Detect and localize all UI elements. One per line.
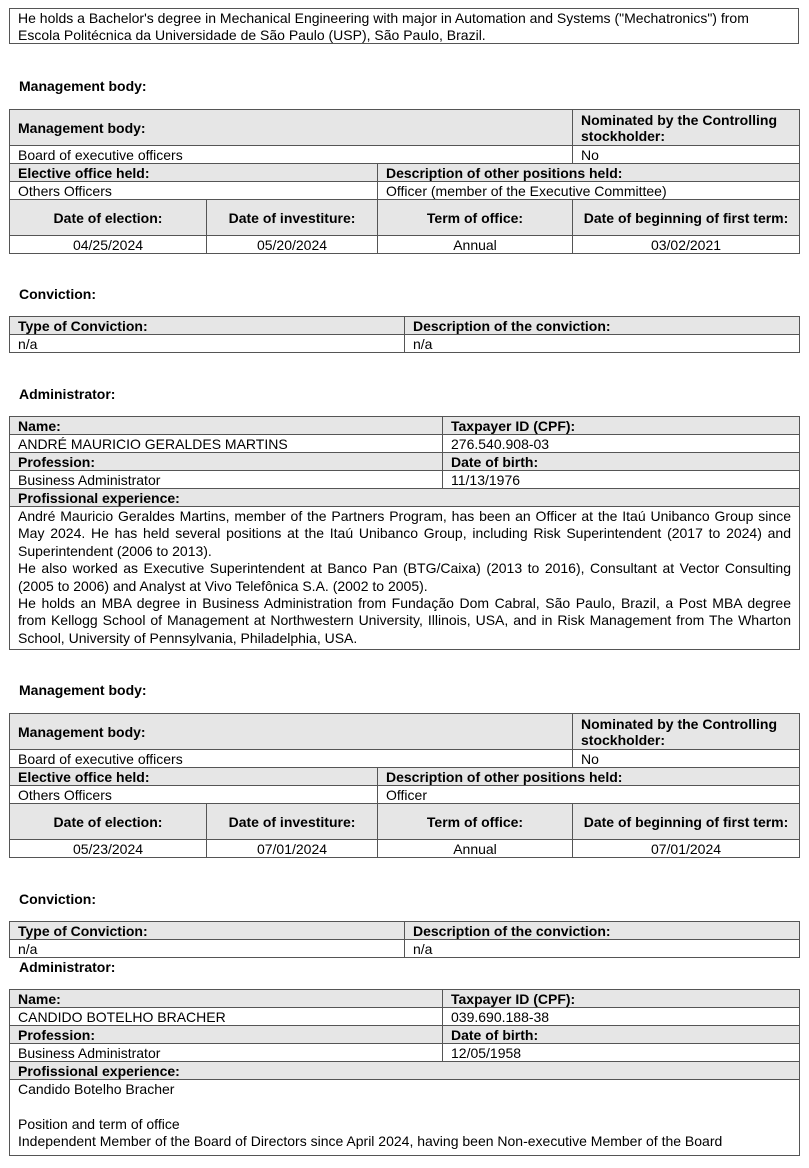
management-body-label: Management body: xyxy=(10,110,573,146)
experience-line: Position and term of office xyxy=(18,1115,180,1132)
conviction-description-label: Description of the conviction: xyxy=(405,922,800,940)
experience-line: Independent Member of the Board of Directors since April 2024, having been Non-executive Member of the Board xyxy=(18,1133,723,1150)
conviction-type-value: n/a xyxy=(10,940,405,958)
name-value: ANDRÉ MAURICIO GERALDES MARTINS xyxy=(10,435,443,453)
conviction-type-label: Type of Conviction: xyxy=(10,922,405,940)
date-first-term-value: 03/02/2021 xyxy=(573,236,800,254)
experience-cell xyxy=(10,507,800,650)
management-body-heading: Management body: xyxy=(19,78,147,94)
term-of-office-value: Annual xyxy=(378,236,573,254)
term-of-office-value: Annual xyxy=(378,840,573,858)
intro-box xyxy=(9,8,799,44)
profession-value: Business Administrator xyxy=(10,1044,443,1062)
profession-label: Profession: xyxy=(10,453,443,471)
management-body-table xyxy=(9,713,800,858)
term-of-office-label: Term of office: xyxy=(378,804,573,840)
nominated-value: No xyxy=(573,146,800,164)
elective-office-label: Elective office held: xyxy=(10,164,378,182)
conviction-table xyxy=(9,921,800,958)
date-of-birth-value: 11/13/1976 xyxy=(443,471,800,489)
other-positions-label: Description of other positions held: xyxy=(378,768,800,786)
experience-paragraph: He also worked as Executive Superintendent at Banco Pan (BTG/Caixa) (2013 to 2016), Consultant at Vector Consulting (2005 to 2006) and Analyst at Vivo Telefônica S.A. (2002 to 2005). xyxy=(18,560,791,594)
conviction-table xyxy=(9,316,800,353)
elective-office-value: Others Officers xyxy=(10,786,378,804)
elective-office-value: Others Officers xyxy=(10,182,378,200)
date-of-birth-label: Date of birth: xyxy=(443,453,800,471)
profession-label: Profession: xyxy=(10,1026,443,1044)
date-first-term-label: Date of beginning of first term: xyxy=(573,200,800,236)
conviction-heading: Conviction: xyxy=(19,286,96,302)
conviction-description-label: Description of the conviction: xyxy=(405,317,800,335)
administrator-table xyxy=(9,989,800,1156)
cpf-value: 276.540.908-03 xyxy=(443,435,800,453)
date-of-investiture-value: 05/20/2024 xyxy=(207,236,378,254)
elective-office-label: Elective office held: xyxy=(10,768,378,786)
nominated-label: Nominated by the Controlling stockholder: xyxy=(573,110,800,146)
experience-paragraph: He holds an MBA degree in Business Administration from Fundação Dom Cabral, São Paulo, Brazil, a Post MBA degree from Kellogg School of Management at Northwestern University, Illinois, USA, and in Risk Management from The Wharton School, University of Pennsylvania, Philadelphia, USA. xyxy=(18,595,791,646)
other-positions-value: Officer (member of the Executive Committee) xyxy=(378,182,800,200)
experience-line: Candido Botelho Bracher xyxy=(18,1081,175,1097)
date-of-investiture-value: 07/01/2024 xyxy=(207,840,378,858)
management-body-value: Board of executive officers xyxy=(10,146,573,164)
other-positions-value: Officer xyxy=(378,786,800,804)
cpf-label: Taxpayer ID (CPF): xyxy=(443,417,800,435)
date-first-term-value: 07/01/2024 xyxy=(573,840,800,858)
nominated-value: No xyxy=(573,750,800,768)
conviction-type-value: n/a xyxy=(10,335,405,353)
date-of-election-label: Date of election: xyxy=(10,804,207,840)
date-of-birth-value: 12/05/1958 xyxy=(443,1044,800,1062)
experience-label: Profissional experience: xyxy=(10,1062,800,1080)
date-first-term-label: Date of beginning of first term: xyxy=(573,804,800,840)
term-of-office-label: Term of office: xyxy=(378,200,573,236)
intro-text: He holds a Bachelor's degree in Mechanical Engineering with major in Automation and Systems ("Mechatronics") from Escola Politécnica da Universidade de São Paulo (USP), São Paulo, Brazil. xyxy=(18,10,749,43)
date-of-investiture-label: Date of investiture: xyxy=(207,804,378,840)
profession-value: Business Administrator xyxy=(10,471,443,489)
experience-label: Profissional experience: xyxy=(10,489,800,507)
other-positions-label: Description of other positions held: xyxy=(378,164,800,182)
date-of-election-value: 05/23/2024 xyxy=(10,840,207,858)
administrator-heading: Administrator: xyxy=(19,959,116,975)
conviction-heading: Conviction: xyxy=(19,891,96,907)
date-of-election-label: Date of election: xyxy=(10,200,207,236)
administrator-heading: Administrator: xyxy=(19,386,116,402)
cpf-label: Taxpayer ID (CPF): xyxy=(443,990,800,1008)
management-body-label: Management body: xyxy=(10,714,573,750)
management-body-table xyxy=(9,109,800,254)
experience-cell xyxy=(10,1080,800,1156)
experience-paragraph: André Mauricio Geraldes Martins, member of the Partners Program, has been an Officer at the Itaú Unibanco Group since May 2024. He has held several positions at the Itaú Unibanco Group, including Risk Superintendent (2017 to 2024) and Superintendent (2006 to 2013). xyxy=(18,508,791,559)
management-body-heading: Management body: xyxy=(19,682,147,698)
nominated-label: Nominated by the Controlling stockholder: xyxy=(573,714,800,750)
name-label: Name: xyxy=(10,990,443,1008)
cpf-value: 039.690.188-38 xyxy=(443,1008,800,1026)
name-label: Name: xyxy=(10,417,443,435)
date-of-election-value: 04/25/2024 xyxy=(10,236,207,254)
date-of-investiture-label: Date of investiture: xyxy=(207,200,378,236)
administrator-table xyxy=(9,416,800,650)
conviction-description-value: n/a xyxy=(405,940,800,958)
name-value: CANDIDO BOTELHO BRACHER xyxy=(10,1008,443,1026)
date-of-birth-label: Date of birth: xyxy=(443,1026,800,1044)
management-body-value: Board of executive officers xyxy=(10,750,573,768)
conviction-description-value: n/a xyxy=(405,335,800,353)
conviction-type-label: Type of Conviction: xyxy=(10,317,405,335)
